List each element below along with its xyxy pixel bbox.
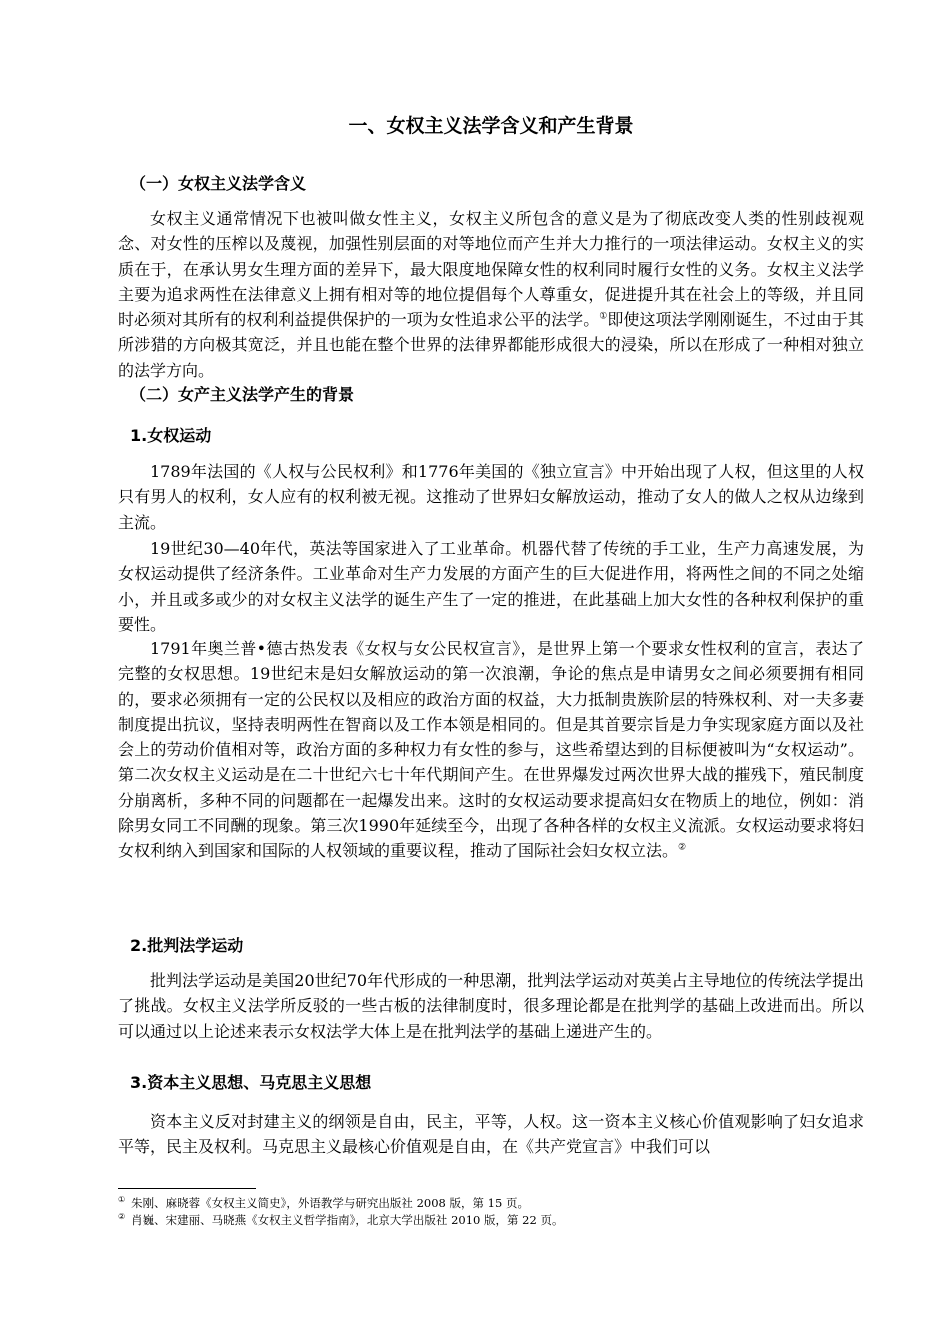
page-title: 一、女权主义法学含义和产生背景 xyxy=(348,115,634,137)
subsection-heading-critical-legal: 2.批判法学运动 xyxy=(130,936,244,955)
footnote-1-mark: ① xyxy=(118,1195,126,1205)
critical-legal-paragraph: 批判法学运动是美国20世纪70年代形成的一种思潮，批判法学运动对英美占主导地位的传统法学提出了挑战。女权主义法学所反驳的一些古板的法律制度时，很多理论都是在批判学的基础上改进而出。所以可以通过以上论述来表示女权法学大体上是在批判法学的基础上递进产生的。 xyxy=(118,971,864,1041)
footnote-1-text: 朱刚、麻晓蓉《女权主义简史》，外语教学与研究出版社 2008 版，第 15 页。 xyxy=(131,1196,529,1210)
footnote-divider xyxy=(118,1188,256,1189)
women-rights-paragraph-2: 19世纪30—40年代，英法等国家进入了工业革命。机器代替了传统的手工业，生产力高速发展，为女权运动提供了经济条件。工业革命对生产力发展的方面产生的巨大促进作用，将两性之间的不同之处缩小，并且或多或少的对女权主义法学的诞生产生了一定的推进，在此基础上加大女性的各种权利保护的重要性。 xyxy=(118,539,864,634)
section-heading-1: （一）女权主义法学含义 xyxy=(130,174,307,193)
capitalism-marxism-paragraph: 资本主义反对封建主义的纲领是自由，民主，平等，人权。这一资本主义核心价值观影响了妇女追求平等，民主及权利。马克思主义最核心价值观是自由，在《共产党宣言》中我们可以 xyxy=(118,1112,864,1157)
subsection-heading-women-rights: 1.女权运动 xyxy=(130,426,212,445)
footnote-ref-1: ① xyxy=(599,311,608,322)
subsection-heading-capitalism-marxism: 3.资本主义思想、马克思主义思想 xyxy=(130,1073,372,1092)
footnote-1 xyxy=(118,1196,529,1211)
footnote-2 xyxy=(118,1213,563,1228)
women-rights-paragraph-3 xyxy=(118,636,864,864)
women-rights-paragraph-1: 1789年法国的《人权与公民权利》和1776年美国的《独立宣言》中开始出现了人权，但这里的人权只有男人的权利，女人应有的权利被无视。这推动了世界妇女解放运动，推动了女人的做人之权从边缘到主流。 xyxy=(118,462,864,532)
footnote-2-mark: ② xyxy=(118,1212,126,1222)
footnote-2-text: 肖巍、宋建丽、马晓燕《女权主义哲学指南》，北京大学出版社 2010 版，第 22 页。 xyxy=(131,1213,564,1227)
section-1-text-tail: 即使这项法学刚刚诞生，不过由于其所涉猎的方向极其宽泛，并且也能在整个世界的法律界都能形成很大的浸染，所以在形成了一种相对独立的法学方向。 xyxy=(118,310,864,380)
section-1-text: 女权主义通常情况下也被叫做女性主义，女权主义所包含的意义是为了彻底改变人类的性别歧视观念、对女性的压榨以及蔑视，加强性别层面的对等地位而产生并大力推行的一项法律运动。女权主义的实质在于，在承认男女生理方面的差异下，最大限度地保障女性的权利同时履行女性的义务。女权主义法学主要为追求两性在法律意义上拥有相对等的地位提倡每个人尊重女，促进提升其在社会上的等级，并且同时必须对其所有的权利利益提供保护的一项为女性追求公平的法学。 xyxy=(118,209,864,330)
section-1-paragraph xyxy=(118,206,864,383)
footnote-ref-2: ② xyxy=(678,843,687,854)
section-heading-2: （二）女产主义法学产生的背景 xyxy=(130,385,355,404)
women-rights-text: 1791年奥兰普•德古热发表《女权与女公民权宣言》，是世界上第一个要求女性权利的宣言，表达了完整的女权思想。19世纪末是妇女解放运动的第一次浪潮，争论的焦点是申请男女之间必须要拥有相同的，要求必须拥有一定的公民权以及相应的政治方面的权益，大力抵制贵族阶层的特殊权利、对一夫多妻制度提出抗议，坚持表明两性在智商以及工作本领是相同的。但是其首要宗旨是力争实现家庭方面以及社会上的劳动价值相对等，政治方面的多种权力有女性的参与，这些希望达到的目标便被叫为“女权运动”。第二次女权主义运动是在二十世纪六七十年代期间产生。在世界爆发过两次世界大战的摧残下，殖民制度分崩离析，多种不同的问题都在一起爆发出来。这时的女权运动要求提高妇女在物质上的地位，例如：消除男女同工不同酬的现象。第三次1990年延续至今，出现了各种各样的女权主义流派。女权运动要求将妇女权利纳入到国家和国际的人权领域的重要议程，推动了国际社会妇女权立法。 xyxy=(118,639,864,861)
